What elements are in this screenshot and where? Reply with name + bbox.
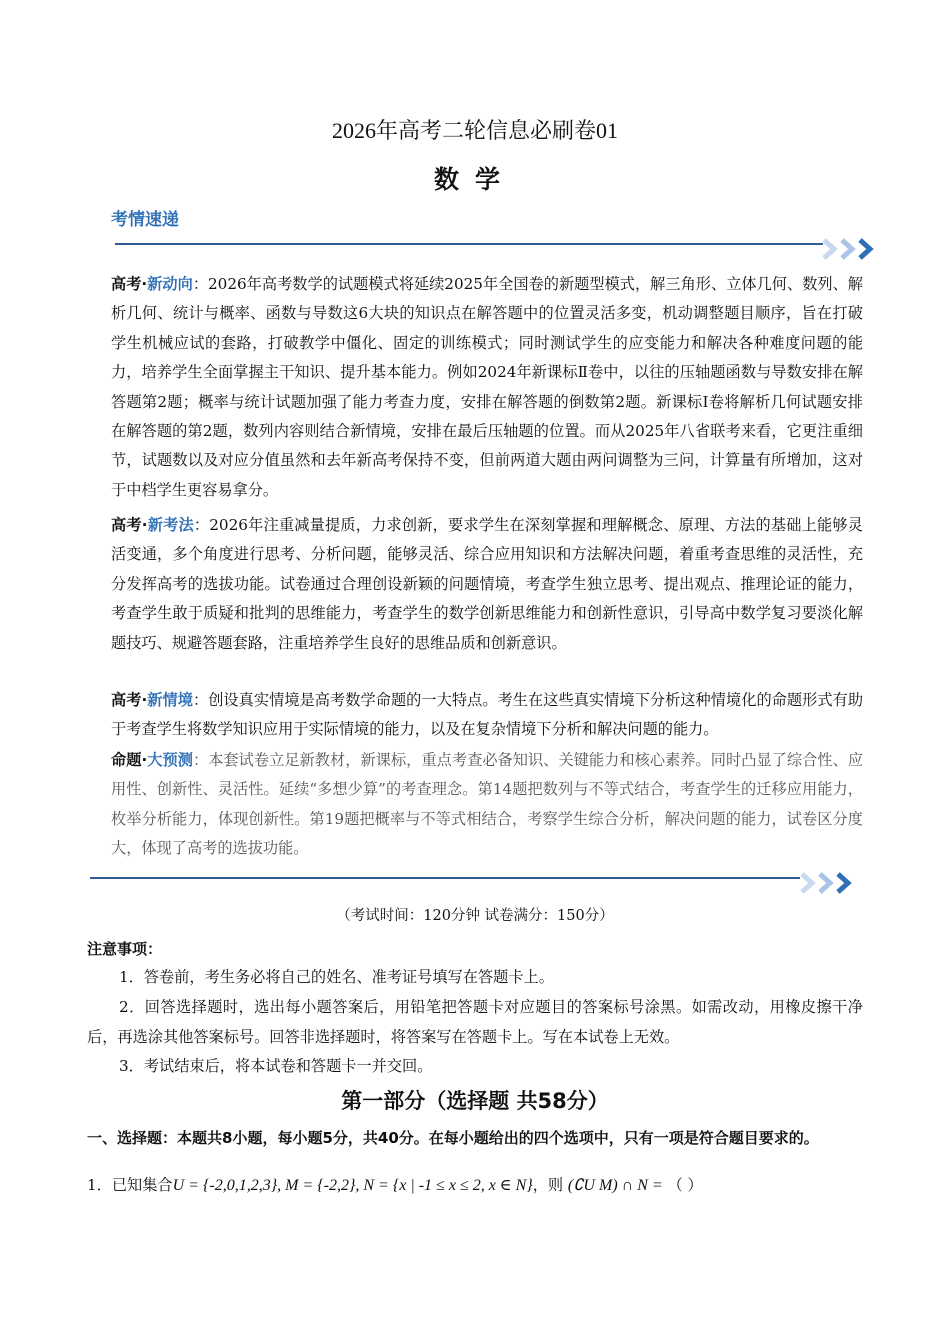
- paragraph-new-method: [111, 511, 863, 658]
- top-divider: [115, 243, 823, 245]
- notice-title: 注意事项：: [87, 940, 163, 958]
- paragraph-label-highlight: 新动向: [147, 275, 193, 293]
- paragraph-text: ：创设真实情境是高考数学命题的一大特点。考生在这些真实情境下分析这种情境化的命题形式有助于考查学生将数学知识应用于实际情境的能力，以及在复杂情境下分析和解决问题的能力。: [111, 691, 864, 739]
- notice-item-text: 1．答卷前，考生务必将自己的姓名、准考证号填写在答题卡上。: [119, 968, 554, 986]
- question-instruction: 一、选择题：本题共8小题，每小题5分，共40分。在每小题给出的四个选项中，只有一项是符合题目要求的。: [87, 1129, 819, 1147]
- set-n: , N = {x | -1 ≤ x ≤ 2, x ∈ N}: [355, 1177, 533, 1194]
- chevron-right-icon: [836, 872, 852, 894]
- paragraph-label-highlight: 新考法: [147, 516, 194, 534]
- notice-item-text: 3．考试结束后，将本试卷和答题卡一并交回。: [119, 1057, 433, 1075]
- exam-info: （考试时间：120分钟 试卷满分：150分）: [336, 908, 614, 924]
- notice-item-text: 2．回答选择题时，选出每小题答案后，用铅笔把答题卡对应题目的答案标号涂黑。如需改动，用橡皮擦干净后，再选涂其他答案标号。回答非选择题时，将答案写在答题卡上。写在本试卷上无效。: [87, 998, 863, 1046]
- top-chevron-decoration: [822, 238, 874, 260]
- paragraph-text: ：2026年注重减量提质，力求创新，要求学生在深刻掌握和理解概念、原理、方法的基础上能够灵活变通，多个角度进行思考、分析问题，能够灵活、综合应用知识和方法解决问题，着重考查思维的灵活性，充分发挥高考的选拔功能。试卷通过合理创设新颖的问题情境，考查学生独立思考、提出观点、推理论证的能力，考查学生敢于质疑和批判的思维能力，考查学生的数学创新思维能力和创新性意识，引导高中数学复习要淡化解题技巧、规避答题套路，注重培养学生良好的思维品质和创新意识。: [111, 516, 863, 652]
- paragraph-text: ：2026年高考数学的试题模式将延续2025年全国卷的新题型模式，解三角形、立体几何、数列、解析几何、统计与概率、函数与导数这6大块的知识点在解答题中的位置灵活多变，机动调整题目顺序，旨在打破学生机械应试的套路，打破教学中僵化、固定的训练模式；同时测试学生的应变能力和解决各种难度问题的能力，培养学生全面掌握主干知识、提升基本能力。例如2024年新课标Ⅱ卷中，以往的压轴题函数与导数安排在解答题第2题；概率与统计试题加强了能力考查力度，安排在解答题的倒数第2题。新课标Ⅰ卷将解析几何试题安排在解答题的第2题，数列内容则结合新情境，安排在最后压轴题的位置。而从2025年八省联考来看，它更注重细节，试题数以及对应分值虽然和去年新高考保持不变，但前两道大题由两问调整为三问，计算量有所增加，这对于中档学生更容易拿分。: [111, 275, 863, 499]
- question-expression: (∁U M) ∩ N =: [567, 1177, 663, 1194]
- question-prefix: 1．已知集合: [87, 1176, 173, 1194]
- paragraph-label: 高考·: [111, 516, 148, 534]
- bottom-divider: [90, 877, 800, 879]
- subject-title: 数学: [433, 165, 516, 194]
- paragraph-label-highlight: 大预测: [147, 751, 193, 769]
- question-middle: ，则: [532, 1176, 564, 1194]
- paragraph-new-context: [111, 686, 863, 745]
- notice-item: [87, 993, 863, 1052]
- notice-item: [87, 963, 863, 993]
- chevron-right-icon: [858, 238, 874, 260]
- paragraph-prediction: [111, 746, 863, 864]
- paragraph-label: 高考·: [111, 275, 148, 293]
- paragraph-label: 命题·: [111, 751, 148, 769]
- chevron-right-icon: [822, 238, 838, 260]
- question-1: [87, 1168, 863, 1203]
- chevron-right-icon: [840, 238, 856, 260]
- paragraph-label-highlight: 新情境: [147, 691, 193, 709]
- part-title: 第一部分（选择题 共58分）: [341, 1089, 609, 1113]
- paragraph-new-trend: [111, 270, 863, 505]
- chevron-right-icon: [818, 872, 834, 894]
- section-heading: 考情速递: [111, 210, 179, 230]
- paragraph-label: 高考·: [111, 691, 148, 709]
- set-m: , M = {-2,2}: [277, 1177, 356, 1194]
- document-title: 2026年高考二轮信息必刷卷01: [331, 118, 618, 143]
- paragraph-text: ：本套试卷立足新教材，新课标，重点考查必备知识、关键能力和核心素养。同时凸显了综合性、应用性、创新性、灵活性。延续“多想少算”的考查理念。第14题把数列与不等式结合，考查学生的迁移应用能力，枚举分析能力，体现创新性。第19题把概率与不等式相结合，考察学生综合分析，解决问题的能力，试卷区分度大，体现了高考的选拔功能。: [111, 751, 864, 858]
- set-u: U = {-2,0,1,2,3}: [172, 1177, 278, 1194]
- answer-blank: （ ）: [667, 1176, 703, 1194]
- notice-item: [87, 1052, 863, 1082]
- chevron-right-icon: [800, 872, 816, 894]
- bottom-chevron-decoration: [800, 872, 852, 894]
